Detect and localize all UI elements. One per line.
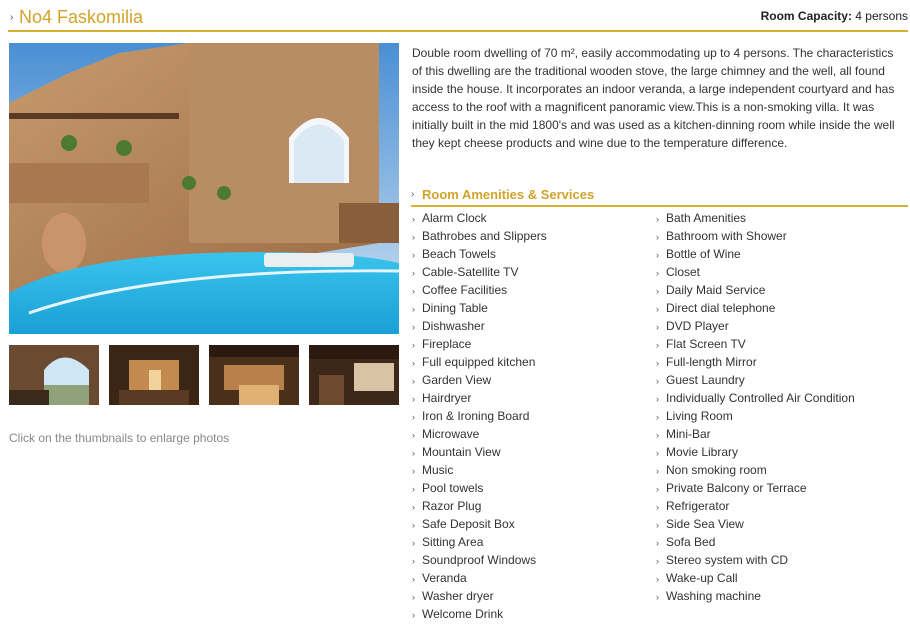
bullet-arrow-icon: ›: [412, 250, 415, 260]
amenities-title: Room Amenities & Services: [422, 187, 595, 202]
amenity-item: [412, 335, 547, 353]
bullet-arrow-icon: ›: [656, 376, 659, 386]
amenity-label: Non smoking room: [666, 463, 767, 477]
bullet-arrow-icon: ›: [656, 430, 659, 440]
amenity-item: [412, 551, 547, 569]
amenity-label: Guest Laundry: [666, 373, 745, 387]
amenity-label: Razor Plug: [422, 499, 482, 513]
amenity-item: [412, 479, 547, 497]
bullet-arrow-icon: ›: [412, 412, 415, 422]
amenity-label: Direct dial telephone: [666, 301, 776, 315]
bullet-arrow-icon: ›: [656, 358, 659, 368]
amenity-label: Bathrobes and Slippers: [422, 229, 547, 243]
amenity-item: [412, 461, 547, 479]
amenity-label: Bath Amenities: [666, 211, 747, 225]
amenity-item: [412, 533, 547, 551]
amenity-label: Alarm Clock: [422, 211, 487, 225]
amenity-label: Dining Table: [422, 301, 488, 315]
bullet-arrow-icon: ›: [656, 556, 659, 566]
bullet-arrow-icon: ›: [656, 214, 659, 224]
amenity-label: Music: [422, 463, 454, 477]
bullet-arrow-icon: ›: [412, 556, 415, 566]
amenity-label: Living Room: [666, 409, 733, 423]
amenity-label: Daily Maid Service: [666, 283, 766, 297]
bullet-arrow-icon: ›: [656, 340, 659, 350]
bullet-arrow-icon: ›: [656, 538, 659, 548]
amenity-item: [656, 335, 855, 353]
amenities-header: [411, 184, 908, 207]
thumbnail-strip: [9, 345, 399, 405]
amenity-item: [412, 317, 547, 335]
amenity-label: Veranda: [422, 571, 467, 585]
amenity-label: Individually Controlled Air Condition: [666, 391, 855, 405]
amenity-item: [656, 371, 855, 389]
amenity-label: Refrigerator: [666, 499, 730, 513]
bullet-arrow-icon: ›: [412, 304, 415, 314]
amenity-item: [656, 263, 855, 281]
amenity-item: [412, 299, 547, 317]
bullet-arrow-icon: ›: [411, 189, 415, 200]
bullet-arrow-icon: ›: [656, 268, 659, 278]
amenity-label: Pool towels: [422, 481, 484, 495]
amenity-item: [412, 209, 547, 227]
room-capacity: [761, 9, 908, 23]
amenity-item: [656, 587, 855, 605]
amenity-label: Welcome Drink: [422, 607, 504, 621]
amenities-list-left: [412, 209, 547, 623]
amenity-item: [412, 407, 547, 425]
room-description: Double room dwelling of 70 m², easily accommodating up to 4 persons. The characteristics of this dwelling are the traditional wooden stove, the large chimney and the well, all found inside the house. It incorporates an indoor veranda, a large independent courtyard and has access to the roof with a magnificent panoramic view.This is a non-smoking villa. It was initially built in the mid 1800's and was used as a kitchen-dinning room while inside the well they kept cheese products and wine due to the temperature difference.: [412, 46, 895, 150]
amenity-label: Side Sea View: [666, 517, 744, 531]
bullet-arrow-icon: ›: [412, 466, 415, 476]
bullet-arrow-icon: ›: [412, 502, 415, 512]
amenity-label: Mountain View: [422, 445, 501, 459]
bullet-arrow-icon: ›: [656, 250, 659, 260]
amenity-item: [412, 245, 547, 263]
amenity-label: Mini-Bar: [666, 427, 711, 441]
amenity-label: Sitting Area: [422, 535, 484, 549]
amenity-label: Full equipped kitchen: [422, 355, 536, 369]
amenity-item: [656, 551, 855, 569]
page-title: No4 Faskomilia: [19, 7, 144, 27]
amenity-label: Washer dryer: [422, 589, 494, 603]
amenity-item: [412, 515, 547, 533]
amenity-item: [412, 389, 547, 407]
amenity-item: [656, 533, 855, 551]
amenity-label: Fireplace: [422, 337, 472, 351]
bullet-arrow-icon: ›: [412, 430, 415, 440]
amenity-label: Bottle of Wine: [666, 247, 741, 261]
amenity-label: Flat Screen TV: [666, 337, 746, 351]
thumbnail-2[interactable]: [109, 345, 199, 405]
amenity-item: [412, 353, 547, 371]
amenity-label: Closet: [666, 265, 701, 279]
bullet-arrow-icon: ›: [412, 520, 415, 530]
amenity-item: [656, 353, 855, 371]
bullet-arrow-icon: ›: [412, 214, 415, 224]
bullet-arrow-icon: ›: [412, 268, 415, 278]
bullet-arrow-icon: ›: [412, 340, 415, 350]
amenity-label: Coffee Facilities: [422, 283, 508, 297]
amenity-label: Safe Deposit Box: [422, 517, 515, 531]
bullet-arrow-icon: ›: [656, 574, 659, 584]
amenity-item: [412, 497, 547, 515]
amenity-label: Full-length Mirror: [666, 355, 757, 369]
amenity-item: [656, 443, 855, 461]
amenities-list-right: [656, 209, 855, 605]
thumbnail-4[interactable]: [309, 345, 399, 405]
bullet-arrow-icon: ›: [412, 286, 415, 296]
bullet-arrow-icon: ›: [412, 592, 415, 602]
amenity-item: [656, 281, 855, 299]
amenity-item: [412, 227, 547, 245]
amenity-item: [412, 569, 547, 587]
thumbnail-1[interactable]: [9, 345, 99, 405]
bullet-arrow-icon: ›: [412, 484, 415, 494]
amenity-item: [412, 425, 547, 443]
amenity-item: [412, 587, 547, 605]
amenity-item: [656, 389, 855, 407]
amenity-label: Iron & Ironing Board: [422, 409, 530, 423]
amenity-item: [656, 209, 855, 227]
bullet-arrow-icon: ›: [656, 322, 659, 332]
main-photo: [9, 43, 399, 334]
amenity-label: Bathroom with Shower: [666, 229, 787, 243]
bullet-arrow-icon: ›: [656, 484, 659, 494]
amenity-item: [656, 461, 855, 479]
amenity-label: Cable-Satellite TV: [422, 265, 519, 279]
amenity-item: [656, 515, 855, 533]
amenity-item: [656, 227, 855, 245]
bullet-arrow-icon: ›: [656, 466, 659, 476]
bullet-arrow-icon: ›: [656, 394, 659, 404]
page-header: [8, 4, 908, 32]
amenity-item: [656, 317, 855, 335]
bullet-arrow-icon: ›: [656, 592, 659, 602]
thumbnail-3[interactable]: [209, 345, 299, 405]
bullet-arrow-icon: ›: [412, 394, 415, 404]
amenity-label: Hairdryer: [422, 391, 472, 405]
amenity-item: [412, 605, 547, 623]
bullet-arrow-icon: ›: [656, 232, 659, 242]
amenity-label: Movie Library: [666, 445, 739, 459]
amenity-label: Beach Towels: [422, 247, 496, 261]
amenity-item: [412, 281, 547, 299]
bullet-arrow-icon: ›: [412, 448, 415, 458]
amenity-item: [412, 371, 547, 389]
amenity-item: [656, 425, 855, 443]
amenity-item: [656, 497, 855, 515]
amenity-label: Washing machine: [666, 589, 761, 603]
amenity-label: Private Balcony or Terrace: [666, 481, 807, 495]
bullet-arrow-icon: ›: [412, 538, 415, 548]
bullet-arrow-icon: ›: [656, 502, 659, 512]
bullet-arrow-icon: ›: [412, 358, 415, 368]
capacity-value: 4 persons: [855, 9, 908, 23]
gallery-hint: Click on the thumbnails to enlarge photos: [9, 431, 230, 445]
amenity-label: Stereo system with CD: [666, 553, 789, 567]
bullet-arrow-icon: ›: [412, 376, 415, 386]
bullet-arrow-icon: ›: [656, 412, 659, 422]
amenity-label: Wake-up Call: [666, 571, 738, 585]
amenity-item: [656, 569, 855, 587]
bullet-arrow-icon: ›: [412, 574, 415, 584]
bullet-arrow-icon: ›: [656, 286, 659, 296]
bullet-arrow-icon: ›: [412, 232, 415, 242]
bullet-arrow-icon: ›: [412, 610, 415, 620]
amenity-label: DVD Player: [666, 319, 729, 333]
amenity-item: [656, 245, 855, 263]
bullet-arrow-icon: ›: [656, 304, 659, 314]
amenity-label: Microwave: [422, 427, 480, 441]
amenity-label: Soundproof Windows: [422, 553, 537, 567]
amenity-label: Garden View: [422, 373, 492, 387]
amenity-item: [412, 263, 547, 281]
amenity-item: [656, 479, 855, 497]
amenity-item: [656, 407, 855, 425]
capacity-label: Room Capacity:: [760, 9, 852, 23]
bullet-arrow-icon: ›: [656, 448, 659, 458]
amenity-item: [412, 443, 547, 461]
amenity-item: [656, 299, 855, 317]
bullet-arrow-icon: ›: [10, 12, 14, 23]
amenity-label: Sofa Bed: [666, 535, 716, 549]
bullet-arrow-icon: ›: [412, 322, 415, 332]
amenity-label: Dishwasher: [422, 319, 485, 333]
bullet-arrow-icon: ›: [656, 520, 659, 530]
